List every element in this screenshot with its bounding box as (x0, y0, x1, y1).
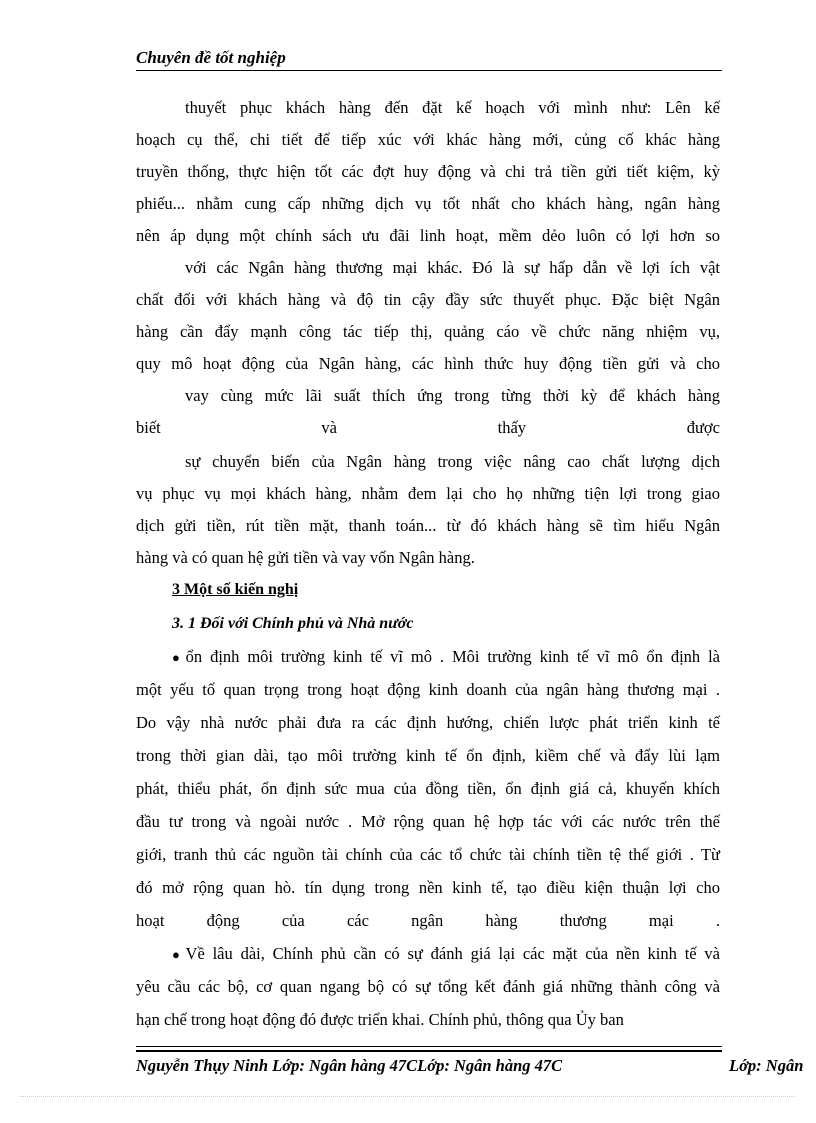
footer-rule (136, 1046, 722, 1047)
text-line: với các Ngân hàng thương mại khác. Đó là sự hấp dẫn về lợi ích vật (185, 258, 720, 277)
bullet-text: ổn định môi trường kinh tế vĩ mô . Môi trường kinh tế vĩ mô ổn định là (185, 647, 720, 666)
page-edge-dots (20, 1096, 796, 1097)
text-line: dịch gửi tiền, rút tiền mặt, thanh toán... từ đó khách hàng sẽ tìm hiểu Ngân (136, 516, 720, 535)
text-line: nên áp dụng một chính sách ưu đãi linh hoạt, mềm dẻo luôn có lợi hơn so (136, 226, 720, 245)
spread-word: . (715, 911, 720, 930)
header-rule (136, 70, 722, 71)
text-line: phát, thiểu phát, ổn định sức mua của đồng tiền, ổn định giá cả, khuyến khích (136, 779, 720, 798)
footer-rule (136, 1050, 722, 1052)
text-line: đầu tư trong và ngoài nước . Mở rộng quan hệ hợp tác với các nước trên thế (136, 812, 720, 831)
spread-line (136, 911, 720, 931)
text-line: yêu cầu các bộ, cơ quan ngang bộ có sự tổng kết đánh giá những thành công và (136, 977, 720, 996)
text-line: hoạch cụ thể, chi tiết để tiếp xúc với khác hàng mới, củng cố khác hàng (136, 130, 720, 149)
text-line: vụ phục vụ mọi khách hàng, nhằm đem lại cho họ những tiện lợi trong giao (136, 484, 720, 503)
spread-word: và (321, 418, 337, 437)
text-line: thuyết phục khách hàng đến đặt kế hoạch với mình như: Lên kế (185, 98, 720, 117)
text-line: giới, tranh thủ các nguồn tài chính của các tổ chức tài chính tiền tệ thế giới . Từ (136, 845, 720, 864)
text-line: phiếu... nhằm cung cấp những dịch vụ tốt nhất cho khách hàng, ngân hàng (136, 194, 720, 213)
spread-word: ngân (411, 911, 444, 930)
text-line: trong thời gian dài, tạo môi trường kinh tế ổn định, kiềm chế và đẩy lùi lạm (136, 746, 720, 765)
text-line: một yếu tố quan trọng trong hoạt động kinh doanh của ngân hàng thương mại . (136, 680, 720, 699)
bullet-text: Về lâu dài, Chính phủ cần có sự đánh giá lại các mặt của nền kinh tế và (185, 944, 720, 963)
spread-word: động (206, 911, 240, 930)
section-subheading: 3. 1 Đối với Chính phủ và Nhà nước (172, 615, 414, 632)
text-line: quy mô hoạt động của Ngân hàng, các hình thức huy động tiền gửi và cho (136, 354, 720, 373)
text-line: hàng và có quan hệ gửi tiền và vay vốn Ngân hàng. (136, 548, 475, 567)
text-line: sự chuyển biến của Ngân hàng trong việc nâng cao chất lượng dịch (185, 452, 720, 471)
bullet-icon: ● (172, 947, 184, 962)
spread-line (136, 418, 720, 438)
spread-word: thương (559, 911, 607, 930)
spread-word: của (281, 911, 305, 930)
bullet-line (172, 647, 720, 668)
text-line: chất đối với khách hàng và độ tin cậy đầy sức thuyết phục. Đặc biệt Ngân (136, 290, 720, 309)
spread-word: biết (136, 418, 161, 437)
text-line: Do vậy nhà nước phải đưa ra các định hướng, chiến lược phát triển kinh tế (136, 713, 720, 732)
section-heading: 3 Một số kiến nghị (172, 581, 299, 598)
bullet-icon: ● (172, 650, 184, 665)
footer-class-label: Lớp: Ngân (729, 1056, 804, 1075)
text-line: vay cùng mức lãi suất thích ứng trong từng thời kỳ để khách hàng (185, 386, 720, 405)
text-line: hạn chế trong hoạt động đó được triển khai. Chính phủ, thông qua Ủy ban (136, 1010, 624, 1029)
spread-word: mại (648, 911, 674, 930)
spread-word: hàng (485, 911, 518, 930)
text-line: hàng cần đẩy mạnh công tác tiếp thị, quảng cáo về chức năng nhiệm vụ, (136, 322, 720, 341)
spread-word: được (686, 418, 720, 437)
text-line: đó mở rộng quan hò. tín dụng trong nền kinh tế, tạo điều kiện thuận lợi cho (136, 878, 720, 897)
spread-word: thấy (497, 418, 527, 437)
footer-author-class: Nguyễn Thụy Ninh Lớp: Ngân hàng 47CLớp: Ngân hàng 47C (136, 1056, 563, 1075)
text-line: truyền thống, thực hiện tốt các đợt huy động và chi trả tiền gửi tiết kiệm, kỳ (136, 162, 720, 181)
bullet-line (172, 944, 720, 965)
spread-word: các (346, 911, 369, 930)
header-title: Chuyên đề tốt nghiệp (136, 48, 286, 67)
spread-word: hoạt (136, 911, 165, 930)
